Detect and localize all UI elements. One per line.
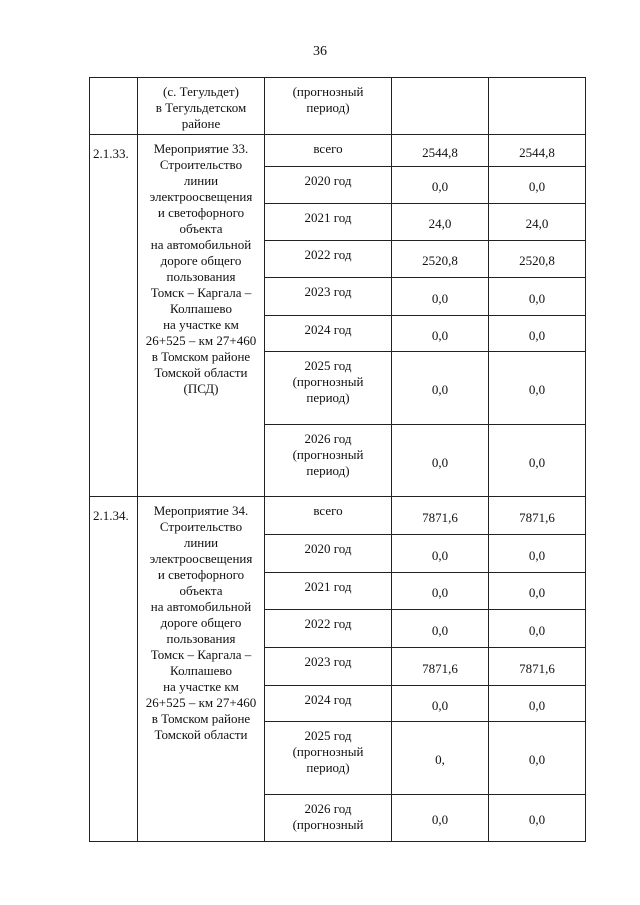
value-cell: 0,0 bbox=[489, 610, 586, 648]
measure-number: 2.1.34. bbox=[90, 497, 138, 842]
value-cell: 0, bbox=[392, 722, 489, 795]
value-cell: 0,0 bbox=[392, 573, 489, 610]
period-cell: 2025 год (прогнозный период) bbox=[265, 352, 392, 425]
measures-table bbox=[89, 77, 586, 842]
value-cell: 0,0 bbox=[489, 278, 586, 316]
value-cell: 7871,6 bbox=[489, 497, 586, 535]
value-cell: 24,0 bbox=[392, 204, 489, 241]
period-cell: 2026 год (прогнозный период) bbox=[265, 425, 392, 497]
value-cell: 24,0 bbox=[489, 204, 586, 241]
value-cell: 2544,8 bbox=[392, 135, 489, 167]
value-cell: 0,0 bbox=[392, 167, 489, 204]
value-cell: 7871,6 bbox=[392, 497, 489, 535]
period-cell: 2023 год bbox=[265, 648, 392, 686]
value-cell: 7871,6 bbox=[489, 648, 586, 686]
continuation-description: (с. Тегульдет) в Тегульдетском районе bbox=[138, 78, 265, 135]
table-row bbox=[90, 497, 586, 535]
continuation-number-cell bbox=[90, 78, 138, 135]
period-cell: 2025 год (прогнозный период) bbox=[265, 722, 392, 795]
value-cell: 0,0 bbox=[489, 722, 586, 795]
period-cell: 2022 год bbox=[265, 610, 392, 648]
page-number: 36 bbox=[313, 44, 327, 59]
continuation-row bbox=[90, 78, 586, 135]
period-cell: 2024 год bbox=[265, 316, 392, 352]
value-cell: 0,0 bbox=[392, 316, 489, 352]
value-cell: 0,0 bbox=[489, 425, 586, 497]
period-cell: 2022 год bbox=[265, 241, 392, 278]
value-cell: 7871,6 bbox=[392, 648, 489, 686]
value-cell: 0,0 bbox=[489, 167, 586, 204]
period-cell: 2023 год bbox=[265, 278, 392, 316]
value-cell: 0,0 bbox=[392, 425, 489, 497]
value-cell: 0,0 bbox=[392, 352, 489, 425]
value-cell: 0,0 bbox=[392, 610, 489, 648]
period-cell: всего bbox=[265, 497, 392, 535]
value-cell: 0,0 bbox=[489, 686, 586, 722]
measure-number: 2.1.33. bbox=[90, 135, 138, 497]
period-cell: 2026 год (прогнозный bbox=[265, 795, 392, 842]
value-cell: 0,0 bbox=[489, 535, 586, 573]
period-cell: 2020 год bbox=[265, 535, 392, 573]
value-cell: 0,0 bbox=[489, 573, 586, 610]
value-cell: 0,0 bbox=[392, 686, 489, 722]
value-cell: 2544,8 bbox=[489, 135, 586, 167]
period-cell: 2024 год bbox=[265, 686, 392, 722]
value-cell: 0,0 bbox=[489, 316, 586, 352]
value-cell: 0,0 bbox=[392, 535, 489, 573]
continuation-period: (прогнозный период) bbox=[265, 78, 392, 135]
measure-description: Мероприятие 33. Строительство линии электроосвещения и светофорного объекта на автомобильной дороге общего пользования Томск – Каргала – Колпашево на участке км 26+525 – км 27+460 в Томском районе Томской области (ПСД) bbox=[138, 135, 265, 497]
table-row bbox=[90, 135, 586, 167]
value-cell: 0,0 bbox=[392, 795, 489, 842]
continuation-value-1 bbox=[392, 78, 489, 135]
value-cell: 2520,8 bbox=[489, 241, 586, 278]
continuation-value-2 bbox=[489, 78, 586, 135]
value-cell: 0,0 bbox=[392, 278, 489, 316]
value-cell: 0,0 bbox=[489, 795, 586, 842]
period-cell: 2020 год bbox=[265, 167, 392, 204]
period-cell: всего bbox=[265, 135, 392, 167]
period-cell: 2021 год bbox=[265, 204, 392, 241]
value-cell: 2520,8 bbox=[392, 241, 489, 278]
value-cell: 0,0 bbox=[489, 352, 586, 425]
period-cell: 2021 год bbox=[265, 573, 392, 610]
measure-description: Мероприятие 34. Строительство линии электроосвещения и светофорного объекта на автомобильной дороге общего пользования Томск – Каргала – Колпашево на участке км 26+525 – км 27+460 в Томском районе Томской области bbox=[138, 497, 265, 842]
